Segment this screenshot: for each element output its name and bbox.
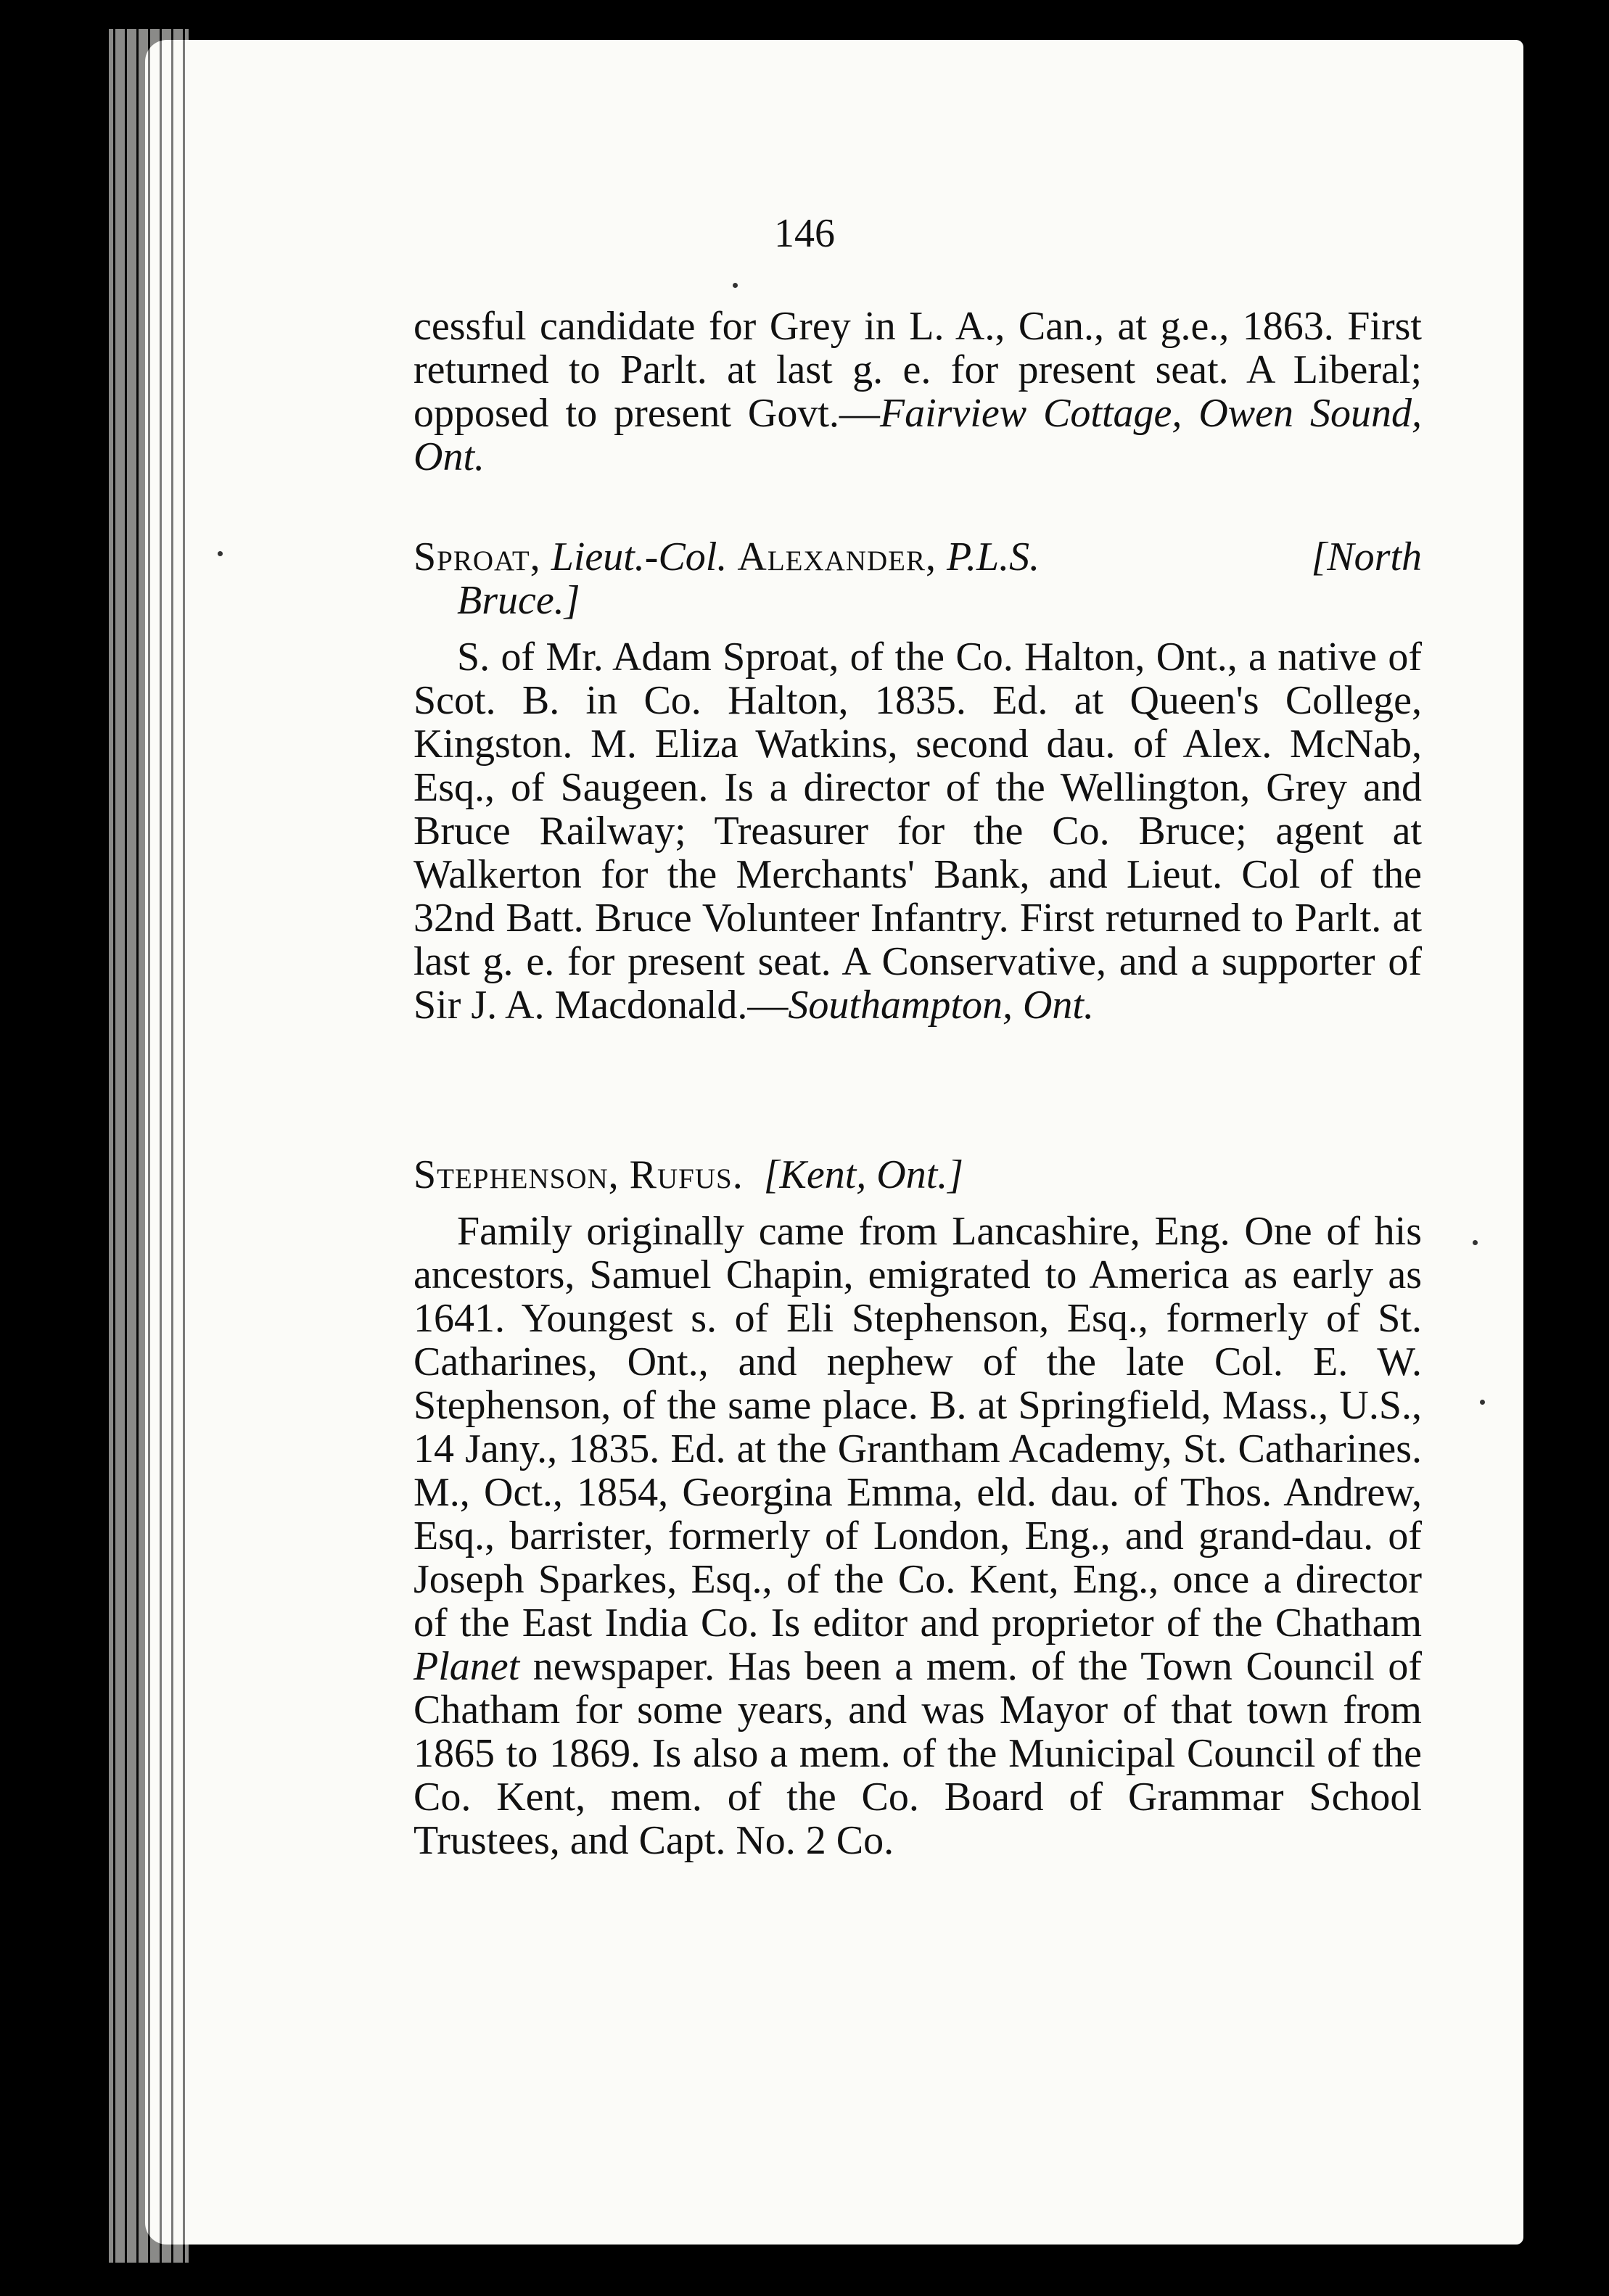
entry-given-name: Alexander, <box>737 534 937 579</box>
continuation-paragraph <box>413 305 1422 479</box>
entry-body-text-continued: newspaper. Has been a mem. of the Town Council of Chatham for some years, and was Mayor of that town from 1865 to 1869. Is also a mem. of the Municipal Council of the Co. Kent, mem. of the Co. Board of Grammar School Trustees, and Capt. No. 2 Co. <box>413 1644 1423 1863</box>
print-speck <box>218 551 223 556</box>
entry-post-nominal: P.L.S. <box>946 534 1040 579</box>
entry-body <box>413 635 1422 1027</box>
page-gutter <box>109 29 189 2263</box>
entry-surname: Sproat, <box>413 534 541 579</box>
entry-constituency: [Kent, Ont.] <box>763 1152 964 1197</box>
entry-body-text: Family originally came from Lancashire, Eng. One of his ancestors, Samuel Chapin, emigrated to America as early as 1641. Youngest s. of Eli Stephenson, Esq., formerly of St. Catharines, Ont., and nephew of the late Col. E. W. Stephenson, of the same place. B. at Springfield, Mass., U.S., 14 Jany., 1835. Ed. at the Grantham Academy, St. Catharines. M., Oct., 1854, Georgina Emma, eld. dau. of Thos. Andrew, Esq., barrister, formerly of London, Eng., and grand-dau. of Joseph Sparkes, Esq., of the Co. Kent, Eng., once a director of the East India Co. Is editor and proprietor of the Chatham <box>413 1209 1422 1645</box>
entry-sproat <box>413 535 1422 1027</box>
newspaper-name: Planet <box>413 1644 520 1689</box>
continuation-address: Fairview Cottage, Owen Sound, Ont. <box>413 391 1423 479</box>
entry-given-name: Rufus. <box>629 1152 744 1197</box>
entry-heading <box>413 535 1422 579</box>
entry-body <box>413 1210 1422 1862</box>
entry-body-text: S. of Mr. Adam Sproat, of the Co. Halton, Ont., a native of Scot. B. in Co. Halton, 1835. Ed. at Queen's College, Kingston. M. Eliza Watkins, second dau. of Alex. McNab, Esq., of Saugeen. Is a director of the Wellington, Grey and Bruce Railway; Treasurer for the Co. Bruce; agent at Walkerton for the Merchants' Bank, and Lieut. Col of the 32nd Batt. Bruce Volunteer Infantry. First returned to Parlt. at last g. e. for present seat. A Conservative, and a supporter of Sir J. A. Macdonald.— <box>413 635 1422 1028</box>
entry-heading <box>413 1153 1422 1197</box>
entry-rank: Lieut.-Col. <box>551 534 728 579</box>
print-speck <box>1473 1240 1478 1245</box>
facing-page-edge <box>1523 80 1609 2241</box>
entry-constituency: [North <box>1311 534 1422 579</box>
print-speck <box>1480 1400 1485 1405</box>
entry-address: Southampton, Ont. <box>788 983 1094 1028</box>
page-number: 146 <box>774 211 835 256</box>
entry-stephenson <box>413 1153 1422 1862</box>
print-speck <box>733 283 738 288</box>
continuation-text: cessful candidate for Grey in L. A., Can., at g.e., 1863. First returned to Parlt. at last g. e. for present seat. A Liberal; opposed to present Govt.— <box>413 304 1422 436</box>
entry-surname: Stephenson, <box>413 1152 620 1197</box>
entry-constituency-continued: Bruce.] <box>457 578 580 623</box>
